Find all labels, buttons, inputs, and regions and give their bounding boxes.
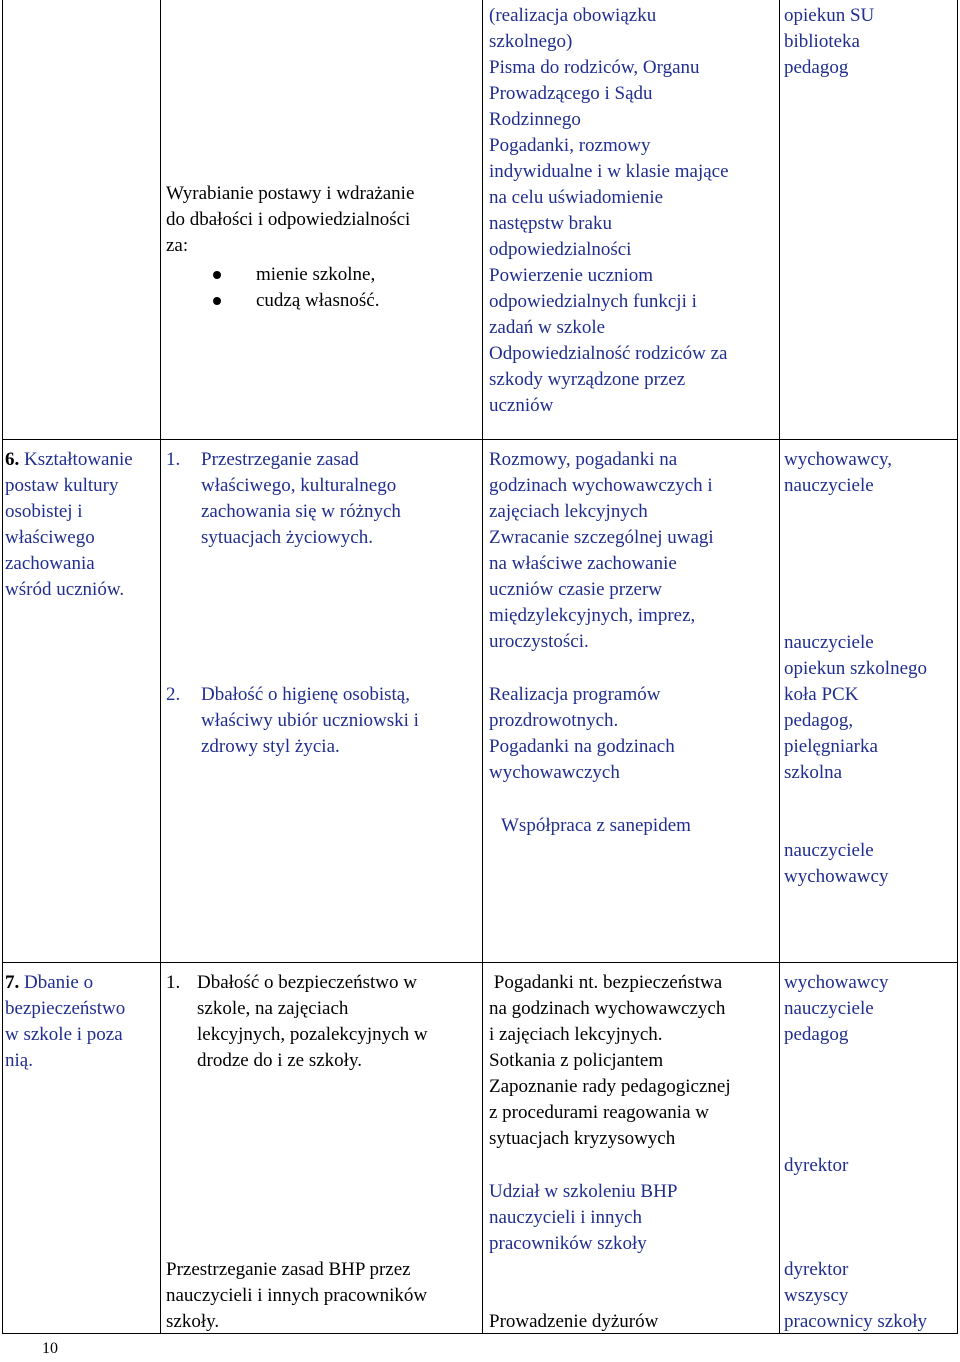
responsible-line: wychowawcy	[784, 972, 889, 993]
area-line: w szkole i poza	[5, 1024, 123, 1045]
area-line: zachowania	[5, 553, 95, 574]
forms-line: uczniów	[489, 395, 554, 416]
topic-line: Wyrabianie postawy i wdrażanie	[166, 183, 415, 204]
task-cell	[166, 1257, 427, 1335]
responsible-line: nauczyciele	[784, 475, 874, 496]
forms-cell	[489, 1179, 677, 1257]
forms-line: indywidualne i w klasie mające	[489, 161, 729, 182]
area-line: Dbanie o	[24, 972, 94, 993]
area-line: osobistej i	[5, 501, 83, 522]
forms-cell-top	[489, 3, 729, 419]
task-line: nauczycieli i innych pracowników	[166, 1285, 428, 1306]
forms-line: Zwracanie szczególnej uwagi	[489, 527, 714, 548]
forms-line: z procedurami reagowania w	[489, 1102, 709, 1123]
task-line: szkole, na zajęciach	[197, 998, 349, 1019]
area-line: bezpieczeństwo	[5, 998, 126, 1019]
responsible-cell	[784, 1257, 927, 1335]
responsible-line: opiekun SU	[784, 5, 875, 26]
forms-line: Prowadzącego i Sądu	[489, 83, 653, 104]
forms-line: Pisma do rodziców, Organu	[489, 57, 700, 78]
responsible-line: pracownicy szkoły	[784, 1311, 927, 1332]
responsible-line: wszyscy	[784, 1285, 849, 1306]
forms-line: Sotkania z policjantem	[489, 1050, 664, 1071]
responsible-cell	[784, 970, 888, 1048]
area-number: 6.	[5, 449, 20, 470]
forms-line: Prowadzenie dyżurów	[489, 1311, 659, 1332]
forms-line: międzylekcyjnych, imprez,	[489, 605, 696, 626]
task-number: 1.	[166, 972, 181, 993]
responsible-line: wychowawcy	[784, 866, 889, 887]
area-line: wśród uczniów.	[5, 579, 125, 600]
forms-line: i zajęciach lekcyjnych.	[489, 1024, 663, 1045]
forms-line: uczniów czasie przerw	[489, 579, 663, 600]
responsible-line: nauczyciele	[784, 998, 874, 1019]
task-cell	[201, 447, 401, 551]
forms-line: odpowiedzialności	[489, 239, 632, 260]
responsible-line: szkolna	[784, 762, 843, 783]
forms-line: uroczystości.	[489, 631, 589, 652]
forms-line: prozdrowotnych.	[489, 710, 619, 731]
table-border-right	[957, 0, 958, 1334]
responsible-cell	[784, 447, 892, 499]
area-line: postaw kultury	[5, 475, 119, 496]
task-line: zdrowy styl życia.	[201, 736, 340, 757]
row-divider-6	[2, 439, 958, 440]
forms-cell	[489, 970, 731, 1152]
forms-line: następstw braku	[489, 213, 612, 234]
responsible-line: pedagog,	[784, 710, 854, 731]
responsible-line: dyrektor	[784, 1155, 849, 1176]
forms-cell	[489, 682, 675, 786]
topic-responsibility-cell	[166, 181, 414, 259]
task-number: 2.	[166, 684, 181, 705]
forms-line: Udział w szkoleniu BHP	[489, 1181, 678, 1202]
responsible-line: wychowawcy,	[784, 449, 892, 470]
task-line: drodze do i ze szkoły.	[197, 1050, 362, 1071]
task-line: Dbałość o bezpieczeństwo w	[197, 972, 418, 993]
forms-line: Pogadanki na godzinach	[489, 736, 675, 757]
forms-line: odpowiedzialnych funkcji i	[489, 291, 697, 312]
forms-line: Rozmowy, pogadanki na	[489, 449, 678, 470]
task-line: lekcyjnych, pozalekcyjnych w	[197, 1024, 428, 1045]
bullet-icon	[213, 271, 221, 279]
forms-line: Powierzenie uczniom	[489, 265, 654, 286]
task-cell	[201, 682, 419, 760]
forms-line: zajęciach lekcyjnych	[489, 501, 648, 522]
forms-line: zadań w szkole	[489, 317, 606, 338]
area-line: właściwego	[5, 527, 95, 548]
bullet-icon	[213, 297, 221, 305]
responsible-cell	[784, 630, 927, 786]
forms-line: Realizacja programów	[489, 684, 661, 705]
responsible-line: pedagog	[784, 1024, 849, 1045]
task-line: sytuacjach życiowych.	[201, 527, 373, 548]
task-line: właściwego, kulturalnego	[201, 475, 397, 496]
forms-line: wychowawczych	[489, 762, 620, 783]
responsible-cell	[784, 838, 888, 890]
forms-line: Rodzinnego	[489, 109, 581, 130]
responsible-line: nauczyciele	[784, 632, 874, 653]
forms-line: Odpowiedzialność rodziców za	[489, 343, 728, 364]
task-cell	[197, 970, 428, 1074]
forms-line: sytuacjach kryzysowych	[489, 1128, 676, 1149]
topic-line: za:	[166, 235, 189, 256]
forms-line: Pogadanki nt. bezpieczeństwa	[489, 972, 723, 993]
forms-line: szkolnego)	[489, 31, 573, 52]
page-number: 10	[42, 1340, 58, 1357]
forms-line: Współpraca z sanepidem	[501, 815, 691, 836]
forms-line: na godzinach wychowawczych	[489, 998, 726, 1019]
task-line: zachowania się w różnych	[201, 501, 401, 522]
bullet-item: cudzą własność.	[256, 290, 380, 311]
forms-line: nauczycieli i innych	[489, 1207, 642, 1228]
responsible-line: dyrektor	[784, 1259, 849, 1280]
table-border-left	[2, 0, 3, 1334]
forms-line: godzinach wychowawczych i	[489, 475, 713, 496]
forms-line: na celu uświadomienie	[489, 187, 664, 208]
task-number: 1.	[166, 449, 181, 470]
responsible-line: opiekun szkolnego	[784, 658, 928, 679]
area-cell-6	[5, 447, 133, 603]
responsible-line: koła PCK	[784, 684, 859, 705]
responsible-line: nauczyciele	[784, 840, 874, 861]
forms-line: Pogadanki, rozmowy	[489, 135, 651, 156]
task-line: Przestrzeganie zasad	[201, 449, 359, 470]
responsible-line: pedagog	[784, 57, 849, 78]
area-line: Kształtowanie	[24, 449, 133, 470]
task-line: właściwy ubiór uczniowski i	[201, 710, 419, 731]
responsible-cell-top	[784, 3, 874, 81]
responsible-line: biblioteka	[784, 31, 860, 52]
responsible-line: pielęgniarka	[784, 736, 878, 757]
row-divider-7	[2, 962, 958, 963]
task-line: szkoły.	[166, 1311, 220, 1332]
area-cell-7	[5, 970, 125, 1074]
forms-line: Zapoznanie rady pedagogicznej	[489, 1076, 731, 1097]
forms-cell	[489, 447, 714, 655]
forms-line: szkody wyrządzone przez	[489, 369, 686, 390]
task-line: Dbałość o higienę osobistą,	[201, 684, 410, 705]
topic-line: do dbałości i odpowiedzialności	[166, 209, 411, 230]
forms-line: pracowników szkoły	[489, 1233, 647, 1254]
table-border-col2	[482, 0, 483, 1334]
bullet-item: mienie szkolne,	[256, 264, 376, 285]
task-line: Przestrzeganie zasad BHP przez	[166, 1259, 411, 1280]
table-border-col3	[779, 0, 780, 1334]
area-number: 7.	[5, 972, 20, 993]
table-border-col1	[160, 0, 161, 1334]
forms-line: (realizacja obowiązku	[489, 5, 657, 26]
area-line: nią.	[5, 1050, 33, 1071]
forms-line: na właściwe zachowanie	[489, 553, 677, 574]
